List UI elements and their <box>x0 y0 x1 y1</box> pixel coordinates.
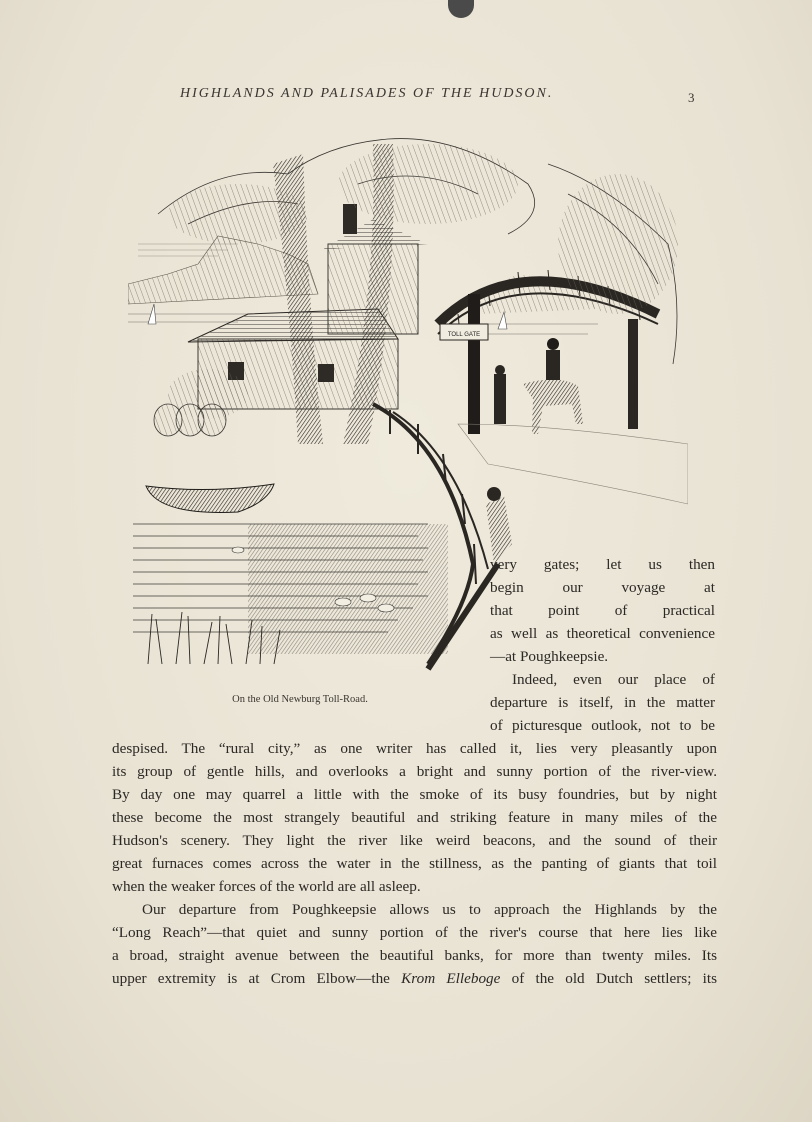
text-line: very gates; let us then <box>490 556 715 573</box>
binding-hole <box>448 0 474 18</box>
text-line: its group of gentle hills, and overlooks a bright and sunny portion of the river-view. <box>112 763 717 780</box>
text-line: as well as theoretical convenience <box>490 625 715 642</box>
text-line: departure is itself, in the matter <box>490 694 715 711</box>
illustration-caption: On the Old Newburg Toll-Road. <box>232 694 368 705</box>
text-line: when the weaker forces of the world are all asleep. <box>112 878 421 895</box>
text-line: “Long Reach”—that quiet and sunny portion of the river's course that here lies like <box>112 924 717 941</box>
text-line: Indeed, even our place of <box>512 671 715 688</box>
text-line: of picturesque outlook, not to be <box>490 717 715 734</box>
right-column-text <box>490 553 715 737</box>
running-head: HIGHLANDS AND PALISADES OF THE HUDSON. <box>180 86 554 101</box>
text-line-last <box>112 967 717 990</box>
text-line: that point of practical <box>490 602 715 619</box>
text-line: —at Poughkeepsie. <box>490 648 609 665</box>
text-line: great furnaces comes across the water in the stillness, as the panting of giants that toil <box>112 855 717 872</box>
italic-term: Krom Elleboge <box>401 970 501 987</box>
text-line: despised. The “rural city,” as one writer has called it, lies very pleasantly upon <box>112 740 717 757</box>
body-text <box>112 737 717 990</box>
text-line: By day one may quarrel a little with the smoke of its busy foundries, but by night <box>112 786 717 803</box>
text-fragment: of the old Dutch settlers; its <box>500 970 717 987</box>
page-number: 3 <box>688 90 695 105</box>
text-line: a broad, straight avenue between the beautiful banks, for more than twenty miles. Its <box>112 947 717 964</box>
text-fragment: upper extremity is at Crom Elbow—the <box>112 970 402 987</box>
toll-sign-text: TOLL GATE <box>447 332 481 338</box>
text-line: begin our voyage at <box>490 579 715 596</box>
text-line: Our departure from Poughkeepsie allows us to approach the Highlands by the <box>142 901 717 918</box>
text-line: these become the most strangely beautiful and striking feature in many miles of the <box>112 809 717 826</box>
text-line: Hudson's scenery. They light the river like weird beacons, and the sound of their <box>112 832 717 849</box>
